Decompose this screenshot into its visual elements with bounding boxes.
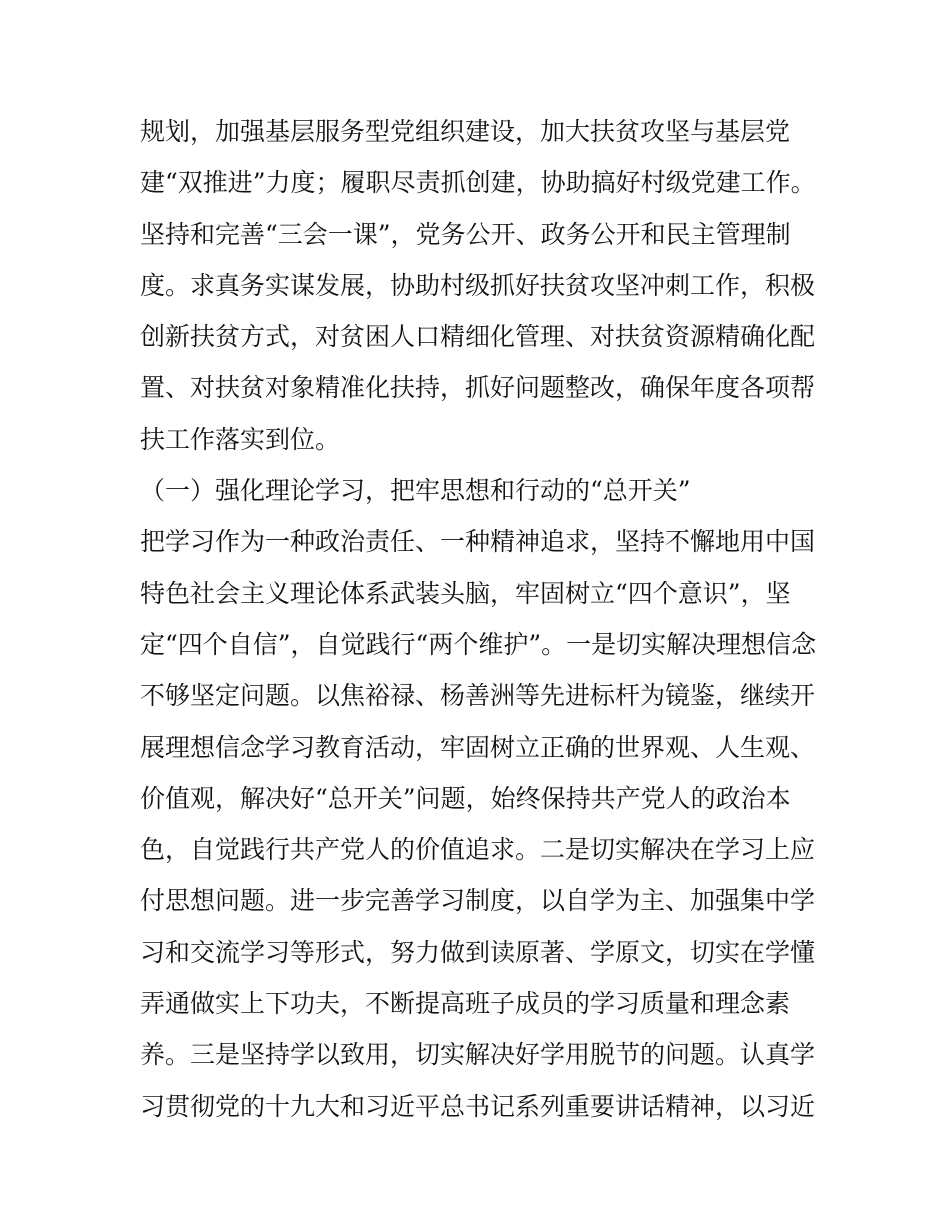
text-line: 创新扶贫方式，对贫困人口精细化管理、对扶贫资源精确化配 bbox=[140, 322, 816, 352]
text-line: 建“双推进”力度；履职尽责抓创建，协助搞好村级党建工作。 bbox=[140, 168, 816, 198]
text-line: 坚持和完善“三会一课”，党务公开、政务公开和民主管理制 bbox=[140, 219, 791, 249]
text-line: 把学习作为一种政治责任、一种精神追求，坚持不懈地用中国 bbox=[140, 527, 816, 557]
text-line: 规划，加强基层服务型党组织建设，加大扶贫攻坚与基层党 bbox=[140, 117, 791, 146]
text-line: 价值观，解决好“总开关”问题，始终保持共产党人的政治本 bbox=[140, 783, 791, 813]
text-line: 弄通做实上下功夫，不断提高班子成员的学习质量和理念素 bbox=[140, 989, 791, 1019]
text-line: 习和交流学习等形式，努力做到读原著、学原文，切实在学懂 bbox=[140, 937, 816, 967]
body-text bbox=[140, 106, 830, 1132]
text-line: 扶工作落实到位。 bbox=[140, 424, 341, 454]
section-heading: （一）强化理论学习，把牢思想和行动的“总开关” bbox=[140, 476, 691, 506]
text-line: 习贯彻党的十九大和习近平总书记系列重要讲话精神，以习近 bbox=[140, 1091, 816, 1121]
text-line: 养。三是坚持学以致用，切实解决好学用脱节的问题。认真学 bbox=[140, 1040, 816, 1070]
text-line: 置、对扶贫对象精准化扶持，抓好问题整改，确保年度各项帮 bbox=[140, 373, 816, 403]
text-line: 特色社会主义理论体系武装头脑，牢固树立“四个意识”，坚 bbox=[140, 578, 791, 608]
text-line: 不够坚定问题。以焦裕禄、杨善洲等先进标杆为镜鉴，继续开 bbox=[140, 681, 816, 711]
text-line: 付思想问题。进一步完善学习制度，以自学为主、加强集中学 bbox=[140, 886, 816, 916]
text-line: 定“四个自信”，自觉践行“两个维护”。一是切实解决理想信念 bbox=[140, 629, 817, 659]
text-line: 度。求真务实谋发展，协助村级抓好扶贫攻坚冲刺工作，积极 bbox=[140, 270, 816, 300]
text-line: 展理想信念学习教育活动，牢固树立正确的世界观、人生观、 bbox=[140, 732, 816, 762]
text-line: 色，自觉践行共产党人的价值追求。二是切实解决在学习上应 bbox=[140, 835, 816, 865]
